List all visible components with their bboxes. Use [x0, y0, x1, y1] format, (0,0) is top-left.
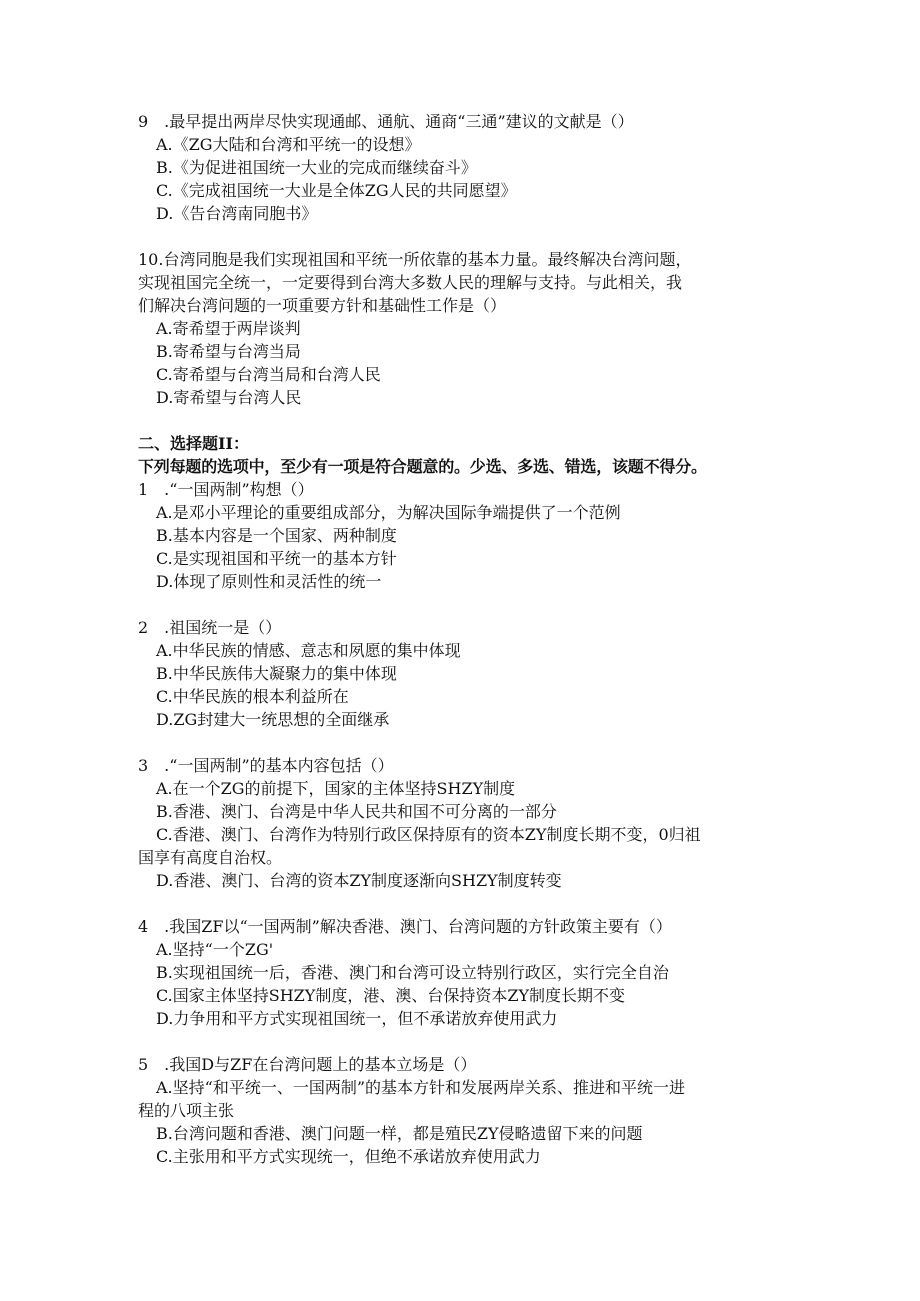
- question-stem: 9 .最早提出两岸尽快实现通邮、通航、通商“三通”建议的文献是（）: [138, 112, 634, 131]
- option-a: A.是邓小平理论的重要组成部分，为解决国际争端提供了一个范例: [156, 503, 621, 522]
- question-9: [138, 110, 798, 225]
- section-title: 二、选择题II：: [138, 434, 249, 453]
- question-stem-line: 10.台湾同胞是我们实现祖国和平统一所依靠的基本力量。最终解决台湾问题，: [138, 250, 692, 269]
- option-a: A.寄希望于两岸谈判: [156, 319, 301, 338]
- question-4: [138, 915, 798, 1030]
- option-d: D.香港、澳门、台湾的资本ZY制度逐渐向SHZY制度转变: [156, 871, 562, 890]
- option-d: D.体现了原则性和灵活性的统一: [156, 572, 382, 591]
- option-c: C.寄希望与台湾当局和台湾人民: [156, 365, 381, 384]
- option-b: B.中华民族伟大凝聚力的集中体现: [156, 664, 397, 683]
- question-10: [138, 248, 798, 409]
- question-3: [138, 754, 798, 892]
- question-stem: 1 .“一国两制”构想（）: [138, 480, 314, 499]
- option-a: A.《ZG大陆和台湾和平统一的设想》: [156, 135, 421, 154]
- question-1: [138, 478, 798, 593]
- option-b: B.香港、澳门、台湾是中华人民共和国不可分离的一部分: [156, 802, 557, 821]
- option-c: C.主张用和平方式实现统一，但绝不承诺放弃使用武力: [156, 1147, 541, 1166]
- question-stem-line: 们解决台湾问题的一项重要方针和基础性工作是（）: [138, 296, 507, 315]
- section-instruction: 下列每题的选项中，至少有一项是符合题意的。少选、多选、错选，该题不得分。: [138, 457, 707, 476]
- option-b: B.寄希望与台湾当局: [156, 342, 301, 361]
- question-stem-line: 实现祖国完全统一，一定要得到台湾大多数人民的理解与支持。与此相关，我: [138, 273, 683, 292]
- option-c: C.中华民族的根本利益所在: [156, 687, 349, 706]
- option-d: D.ZG封建大一统思想的全面继承: [156, 710, 390, 729]
- option-c-continuation: 国享有高度自治权。: [138, 848, 283, 867]
- option-c: C.是实现祖国和平统一的基本方针: [156, 549, 397, 568]
- option-d: D.寄希望与台湾人民: [156, 388, 302, 407]
- document-content: [138, 110, 798, 1168]
- question-5: [138, 1053, 798, 1168]
- question-stem: 4 .我国ZF以“一国两制”解决香港、澳门、台湾问题的方针政策主要有（）: [138, 917, 672, 936]
- option-b: B.台湾问题和香港、澳门问题一样，都是殖民ZY侵略遗留下来的问题: [156, 1124, 643, 1143]
- question-stem: 3 .“一国两制”的基本内容包括（）: [138, 756, 394, 775]
- option-a: A.坚持“和平统一、一国两制”的基本方针和发展两岸关系、推进和平统一进: [156, 1078, 686, 1097]
- option-d: D.力争用和平方式实现祖国统一，但不承诺放弃使用武力: [156, 1009, 558, 1028]
- option-a-continuation: 程的八项主张: [138, 1101, 235, 1120]
- option-c: C.《完成祖国统一大业是全体ZG人民的共同愿望》: [156, 181, 517, 200]
- option-a: A.中华民族的情感、意志和夙愿的集中体现: [156, 641, 461, 660]
- question-stem: 5 .我国D与ZF在台湾问题上的基本立场是（）: [138, 1055, 477, 1074]
- option-d: D.《告台湾南同胞书》: [156, 204, 318, 223]
- option-b: B.基本内容是一个国家、两种制度: [156, 526, 397, 545]
- option-a: A.坚持“一个ZG': [156, 940, 274, 959]
- option-c: C.香港、澳门、台湾作为特别行政区保持原有的资本ZY制度长期不变，0归祖: [156, 825, 701, 844]
- question-stem: 2 .祖国统一是（）: [138, 618, 282, 637]
- question-2: [138, 616, 798, 731]
- option-b: B.实现祖国统一后，香港、澳门和台湾可设立特别行政区，实行完全自治: [156, 963, 669, 982]
- option-a: A.在一个ZG的前提下，国家的主体坚持SHZY制度: [156, 779, 516, 798]
- option-c: C.国家主体坚持SHZY制度，港、澳、台保持资本ZY制度长期不变: [156, 986, 626, 1005]
- option-b: B.《为促进祖国统一大业的完成而继续奋斗》: [156, 158, 477, 177]
